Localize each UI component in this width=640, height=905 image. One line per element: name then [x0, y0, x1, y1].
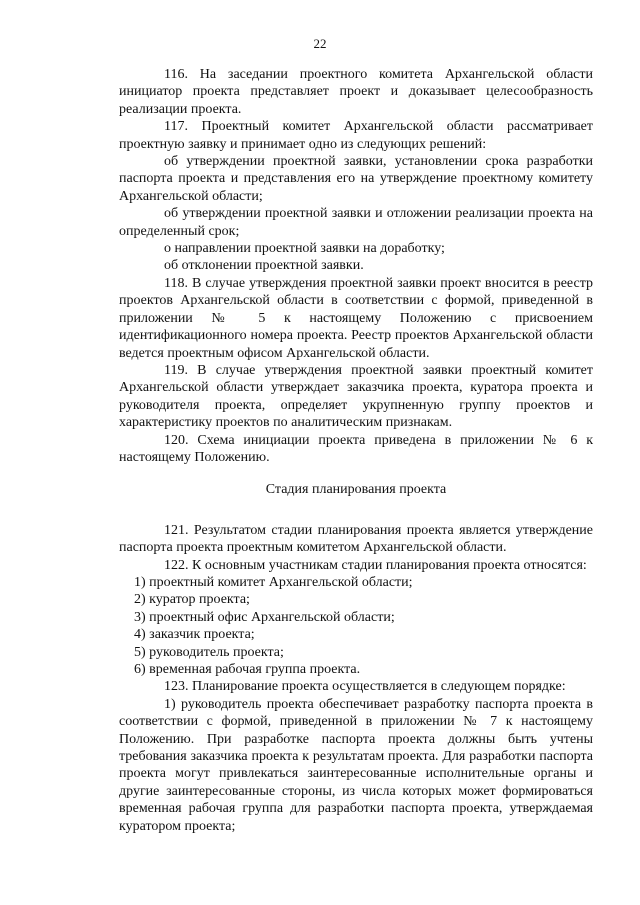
paragraph-123: 123. Планирование проекта осуществляется в следующем порядке: — [164, 679, 566, 695]
participant-list-item: 5) руководитель проекта; — [134, 644, 284, 660]
paragraph-119: 119. В случае утверждения проектной заявки проектный комитет Архангельской области утверждает заказчика проекта, куратора проекта и руководителя проекта, определяет укрупненную группу проектов и характеристику проектов по аналитическим признакам. — [119, 362, 593, 431]
paragraph-121: 121. Результатом стадии планирования проекта является утверждение паспорта проекта проектным комитетом Архангельской области. — [119, 522, 593, 556]
decision-option-approve-postpone: об утверждении проектной заявки и отложении реализации проекта на определенный срок; — [119, 206, 593, 239]
participant-list-item: 1) проектный комитет Архангельской области; — [134, 574, 413, 590]
paragraph-120: 120. Схема инициации проекта приведена в приложении № 6 к настоящему Положению. — [119, 432, 593, 465]
page-number: 22 — [313, 36, 327, 51]
decision-option-approve-deadline: об утверждении проектной заявки, установлении срока разработки паспорта проекта и представления его на утверждение проектному комитету Архангельской области; — [119, 154, 593, 204]
paragraph-117: 117. Проектный комитет Архангельской области рассматривает проектную заявку и принимает одно из следующих решений: — [119, 119, 593, 152]
participant-list-item: 3) проектный офис Архангельской области; — [134, 609, 395, 625]
decision-option-reject: об отклонении проектной заявки. — [164, 258, 364, 274]
document-body — [119, 66, 593, 835]
participant-list-item: 2) куратор проекта; — [134, 592, 250, 608]
participant-list-item: 6) временная рабочая группа проекта. — [134, 662, 361, 677]
paragraph-116: 116. На заседании проектного комитета Архангельской области инициатор проекта представляет проект и доказывает целесообразность реализации проекта. — [119, 67, 593, 117]
participant-list-item: 4) заказчик проекта; — [134, 627, 255, 643]
decision-option-revise: о направлении проектной заявки на доработку; — [164, 241, 445, 257]
paragraph-122: 122. К основным участникам стадии планирования проекта относятся: — [164, 557, 587, 573]
planning-step-1: 1) руководитель проекта обеспечивает разработку паспорта проекта в соответствии с формой, приведенной в приложении № 7 к настоящему Положению. При разработке паспорта проекта должны быть учтены требования заказчика проекта к результатам проекта. Для разработки паспорта проекта могут привлекаться заинтересованные исполнительные органы и другие заинтересованные стороны, из числа которых может формироваться временная рабочая группа для разработки паспорта проекта, утверждаемая куратором проекта; — [119, 696, 593, 834]
paragraph-118: 118. В случае утверждения проектной заявки проект вносится в реестр проектов Архангельской области в соответствии с формой, приведенной в приложении № 5 к настоящему Положению с присвоением идентификационного номера проекта. Реестр проектов Архангельской области ведется проектным офисом Архангельской области. — [119, 275, 593, 361]
section-heading: Стадия планирования проекта — [265, 482, 447, 498]
